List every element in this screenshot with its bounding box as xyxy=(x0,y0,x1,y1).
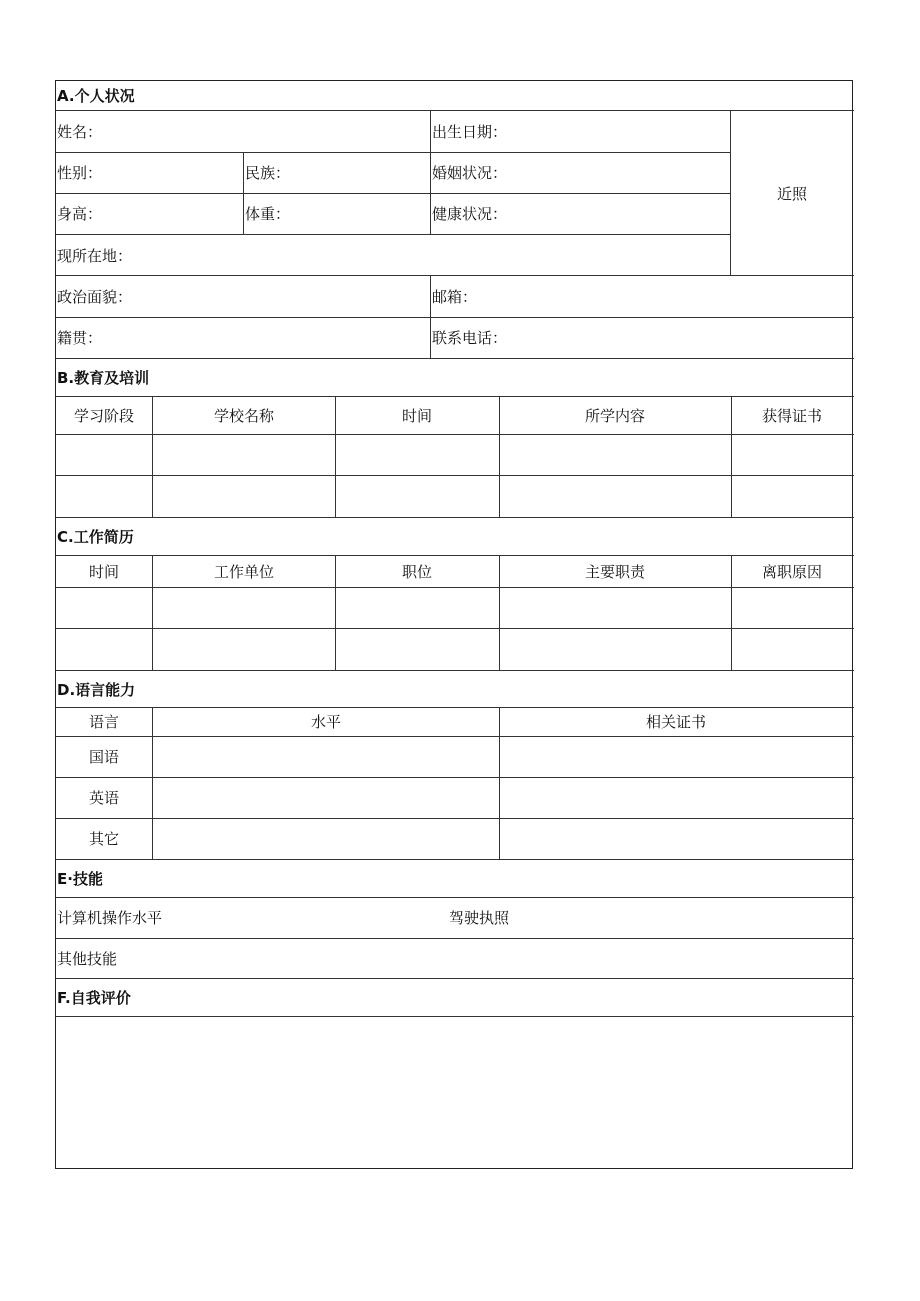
rule xyxy=(152,396,153,517)
field-weight[interactable]: 体重： xyxy=(245,205,291,223)
field-marital-status[interactable]: 婚姻状况： xyxy=(432,164,508,182)
rule xyxy=(152,707,153,859)
rule xyxy=(430,110,431,152)
rule xyxy=(56,152,731,153)
rule xyxy=(56,587,854,588)
column-header: 主要职责 xyxy=(584,563,646,581)
rule xyxy=(731,396,732,517)
field-current-location[interactable]: 现所在地： xyxy=(57,247,133,265)
rule xyxy=(56,707,854,708)
field-native-place[interactable]: 籍贯： xyxy=(57,329,103,347)
rule xyxy=(430,152,431,234)
rule xyxy=(56,628,854,629)
field-name[interactable]: 姓名： xyxy=(57,123,103,141)
rule xyxy=(499,555,500,670)
rule xyxy=(56,938,854,939)
rule xyxy=(56,897,854,898)
column-header: 语言 xyxy=(88,713,120,731)
rule xyxy=(56,110,854,111)
column-header: 离职原因 xyxy=(761,563,823,581)
section-title-language: D.语言能力 xyxy=(57,681,136,699)
rule xyxy=(56,777,854,778)
column-header: 学校名称 xyxy=(213,407,275,425)
field-email[interactable]: 邮箱： xyxy=(432,288,478,306)
rule xyxy=(56,859,854,860)
self-evaluation-area[interactable] xyxy=(56,1017,852,1167)
field-other-skills[interactable]: 其他技能 xyxy=(57,950,118,968)
column-header: 水平 xyxy=(310,713,342,731)
field-political-status[interactable]: 政治面貌： xyxy=(57,288,133,306)
rule xyxy=(730,110,731,275)
rule xyxy=(243,152,244,234)
rule xyxy=(56,978,854,979)
field-driving-license[interactable]: 驾驶执照 xyxy=(449,909,510,927)
rule xyxy=(56,434,854,435)
column-header: 所学内容 xyxy=(584,407,646,425)
field-phone[interactable]: 联系电话： xyxy=(432,329,508,347)
column-header: 相关证书 xyxy=(645,713,707,731)
rule xyxy=(56,670,854,671)
photo-box[interactable]: 近照 xyxy=(776,185,808,203)
field-gender[interactable]: 性别： xyxy=(57,164,103,182)
section-title-education: B.教育及培训 xyxy=(57,369,150,387)
field-height[interactable]: 身高： xyxy=(57,205,103,223)
rule xyxy=(56,234,731,235)
field-ethnicity[interactable]: 民族： xyxy=(245,164,291,182)
section-title-work: C.工作简历 xyxy=(57,528,134,546)
rule xyxy=(56,317,854,318)
rule xyxy=(430,275,431,358)
column-header: 时间 xyxy=(88,563,120,581)
column-header: 获得证书 xyxy=(761,407,823,425)
column-header: 工作单位 xyxy=(213,563,275,581)
rule xyxy=(56,475,854,476)
rule xyxy=(499,707,500,859)
rule xyxy=(335,396,336,517)
section-title-self-evaluation: F.自我评价 xyxy=(57,989,131,1007)
column-header: 职位 xyxy=(401,563,433,581)
rule xyxy=(152,555,153,670)
rule xyxy=(335,555,336,670)
rule xyxy=(56,736,854,737)
field-computer-skill[interactable]: 计算机操作水平 xyxy=(57,909,163,927)
rule xyxy=(56,818,854,819)
column-header: 时间 xyxy=(401,407,433,425)
rule xyxy=(56,358,854,359)
column-header: 学习阶段 xyxy=(73,407,135,425)
language-row-label: 其它 xyxy=(88,830,120,848)
rule xyxy=(499,396,500,517)
rule xyxy=(56,193,731,194)
language-row-label: 英语 xyxy=(88,789,120,807)
resume-form xyxy=(55,80,853,1169)
rule xyxy=(56,517,854,518)
rule xyxy=(731,555,732,670)
rule xyxy=(56,396,854,397)
field-health-status[interactable]: 健康状况： xyxy=(432,205,508,223)
section-title-personal: A.个人状况 xyxy=(57,87,135,105)
rule xyxy=(56,275,854,276)
language-row-label: 国语 xyxy=(88,748,120,766)
field-birth-date[interactable]: 出生日期： xyxy=(432,123,508,141)
section-title-skills: E·技能 xyxy=(57,870,103,888)
rule xyxy=(56,555,854,556)
